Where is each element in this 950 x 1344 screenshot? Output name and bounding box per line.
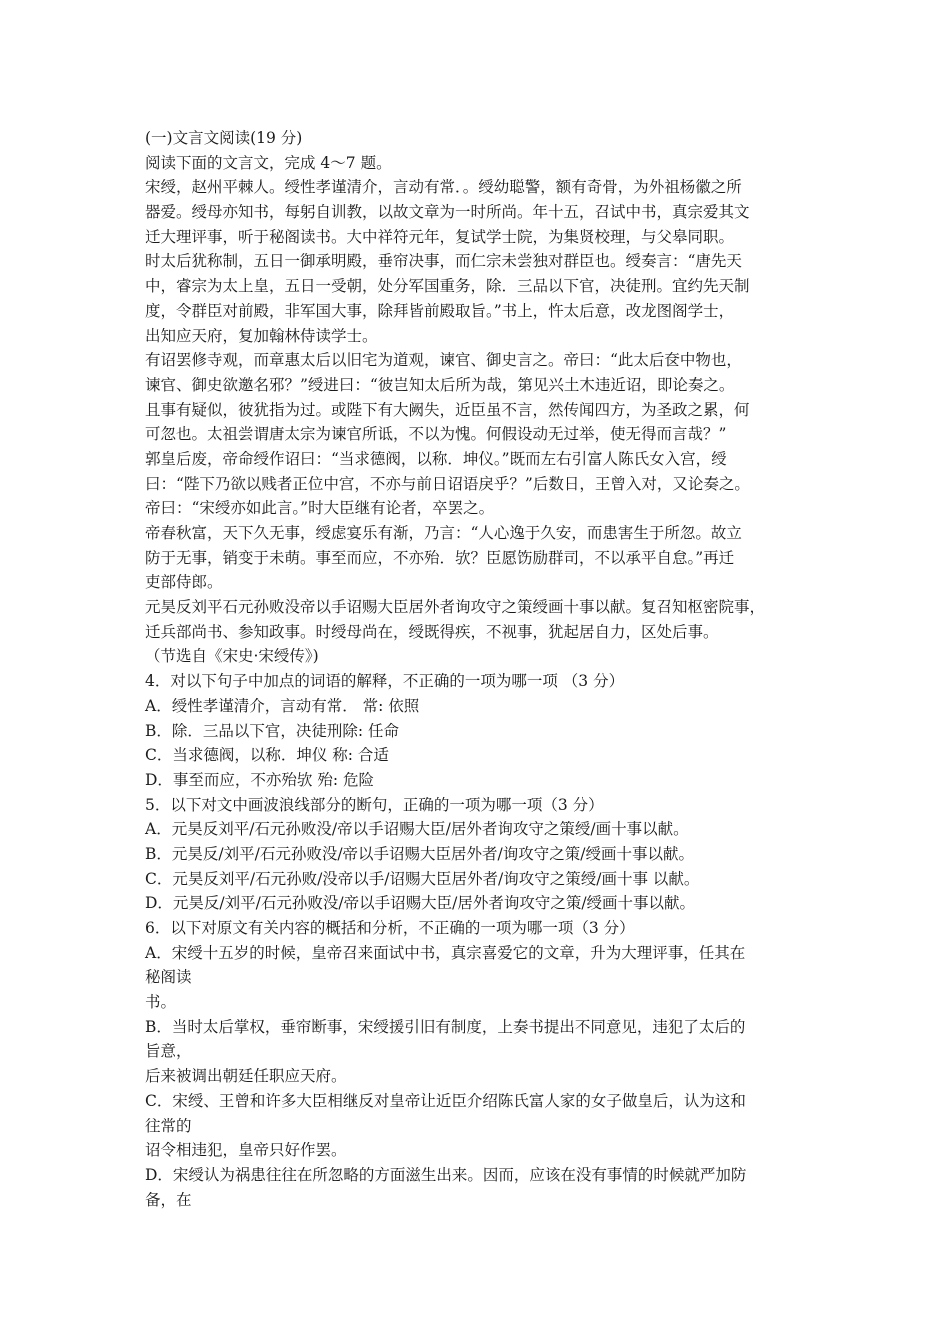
question-4: 4．对以下句子中加点的词语的解释，不正确的一项为哪一项 （3 分） bbox=[145, 672, 625, 691]
passage-line: 吏部侍郎。 bbox=[145, 573, 223, 592]
passage-line: 迁大理评事，听于秘阁读书。大中祥符元年，复试学士院，为集贤校理，与父皋同职。 bbox=[145, 227, 735, 246]
passage-line: 郭皇后废，帝命绶作诏曰：“当求德阀，以称．坤仪。”既而左右引富人陈氏女入宫，绶 bbox=[145, 449, 727, 468]
passage-line: 器爱。绶母亦知书，每躬自训教，以故文章为一时所尚。年十五，召试中书，真宗爱其文 bbox=[145, 203, 750, 222]
passage-line: 中，睿宗为太上皇，五日一受朝，处分军国重务，除．三品以下官，决徒刑。宜约先天制 bbox=[145, 277, 750, 296]
passage-line: 曰：“陛下乃欲以贱者正位中宫，不亦与前日诏语戾乎？”后数日，王曾入对，又论奏之。 bbox=[145, 474, 750, 493]
question-6-option-d: 备，在 bbox=[145, 1190, 192, 1209]
question-5-option-a: A．元昊反刘平/石元孙败没/帝以手诏赐大臣/居外者询攻守之策绶/画十事以献。 bbox=[145, 820, 689, 839]
passage-line: 有诏罢修寺观，而章惠太后以旧宅为道观，谏官、御史言之。帝曰：“此太后奁中物也， bbox=[145, 351, 742, 370]
instruction-line: 阅读下面的文言文，完成 4～7 题。 bbox=[145, 153, 392, 172]
question-6-option-c: 往常的 bbox=[145, 1116, 192, 1135]
question-6-option-b: 后来被调出朝廷任职应天府。 bbox=[145, 1067, 347, 1086]
passage-line: 且事有疑似，彼犹指为过。或陛下有大阙失，近臣虽不言，然传闻四方，为圣政之累，何 bbox=[145, 400, 750, 419]
question-4-option-b: B．除．三品以下官，决徒刑除: 任命 bbox=[145, 721, 400, 740]
question-6-option-d: D．宋绶认为祸患往往在所忽略的方面滋生出来。因而，应该在没有事情的时候就严加防 bbox=[145, 1165, 747, 1184]
passage-line: 可忽也。太祖尝谓唐太宗为谏官所诋，不以为愧。何假设动无过举，使无得而言哉？” bbox=[145, 425, 727, 444]
question-5-option-d: D．元昊反/刘平/石元孙败没/帝以手诏赐大臣/居外者询攻守之策/绶画十事以献。 bbox=[145, 894, 696, 913]
question-6-option-b: B．当时太后掌权，垂帘断事，宋绶援引旧有制度，上奏书提出不同意见，违犯了太后的 bbox=[145, 1017, 746, 1036]
question-5-option-b: B．元昊反/刘平/石元孙败没/帝以手诏赐大臣居外者/询攻守之策/绶画十事以献。 bbox=[145, 844, 695, 863]
section-heading: (一)文言文阅读(19 分) bbox=[145, 129, 303, 147]
passage-line: 迁兵部尚书、参知政事。时绶母尚在，绶既得疾，不视事，犹起居自力，区处后事。 bbox=[145, 622, 719, 641]
passage-line: 元昊反刘平石元孙败没帝以手诏赐大臣居外者询攻守之策绶画十事以献。复召知枢密院事， bbox=[145, 598, 766, 617]
passage-line: 帝春秋富，天下久无事，绶虑宴乐有渐，乃言：“人心逸于久安，而患害生于所忽。故立 bbox=[145, 524, 742, 542]
passage-line: 时太后犹称制，五日一御承明殿，垂帘决事，而仁宗未尝独对群臣也。绶奏言：“唐先天 bbox=[145, 252, 742, 271]
passage-line: 出知应天府，复加翰林侍读学士。 bbox=[145, 326, 378, 345]
source-citation: （节选自《宋史·宋绶传》) bbox=[145, 647, 319, 666]
question-6-option-a: 秘阁读 bbox=[145, 968, 192, 987]
question-6-option-a: 书。 bbox=[145, 993, 177, 1012]
question-6: 6．以下对原文有关内容的概括和分析，不正确的一项为哪一项（3 分） bbox=[145, 919, 635, 937]
passage-line: 度，令群臣对前殿，非军国大事，除拜皆前殿取旨。”书上，忤太后意，改龙图阁学士， bbox=[145, 301, 735, 320]
document-body bbox=[145, 126, 825, 1212]
passage-line: 宋绶，赵州平棘人。绶性孝谨清介，言动有常．。绶幼聪警，额有奇骨，为外祖杨徽之所 bbox=[145, 178, 742, 197]
question-6-option-c: 诏令相违犯，皇帝只好作罢。 bbox=[145, 1141, 347, 1160]
question-6-option-c: C．宋绶、王曾和许多大臣相继反对皇帝让近臣介绍陈氏富人家的女子做皇后，认为这和 bbox=[145, 1091, 746, 1110]
question-5-option-c: C．元昊反刘平/石元孙败/没帝以手/诏赐大臣居外者/询攻守之策绶/画十事 以献。 bbox=[145, 869, 700, 888]
passage-line: 防于无事，销变于未萌。事至而应，不亦殆．欤？臣愿饬励群司，不以承平自怠。”再迁 bbox=[145, 548, 735, 567]
question-4-option-c: C．当求德阀，以称．坤仪 称: 合适 bbox=[145, 746, 389, 765]
passage-line: 帝曰：“宋绶亦如此言。”时大臣继有论者，卒罢之。 bbox=[145, 499, 495, 518]
question-5: 5．以下对文中画波浪线部分的断句，正确的一项为哪一项（3 分） bbox=[145, 795, 604, 814]
question-4-option-d: D．事至而应，不亦殆欤 殆: 危险 bbox=[145, 770, 375, 789]
question-6-option-a: A．宋绶十五岁的时候，皇帝召来面试中书，真宗喜爱它的文章，升为大理评事，任其在 bbox=[145, 943, 746, 962]
question-6-option-b: 旨意， bbox=[145, 1042, 192, 1061]
question-4-option-a: A．绶性孝谨清介，言动有常． 常: 依照 bbox=[145, 696, 420, 715]
passage-line: 谏官、御史欲邀名邪？”绶进曰：“彼岂知太后所为哉，第见兴土木违近诏，即论奏之。 bbox=[145, 375, 735, 394]
